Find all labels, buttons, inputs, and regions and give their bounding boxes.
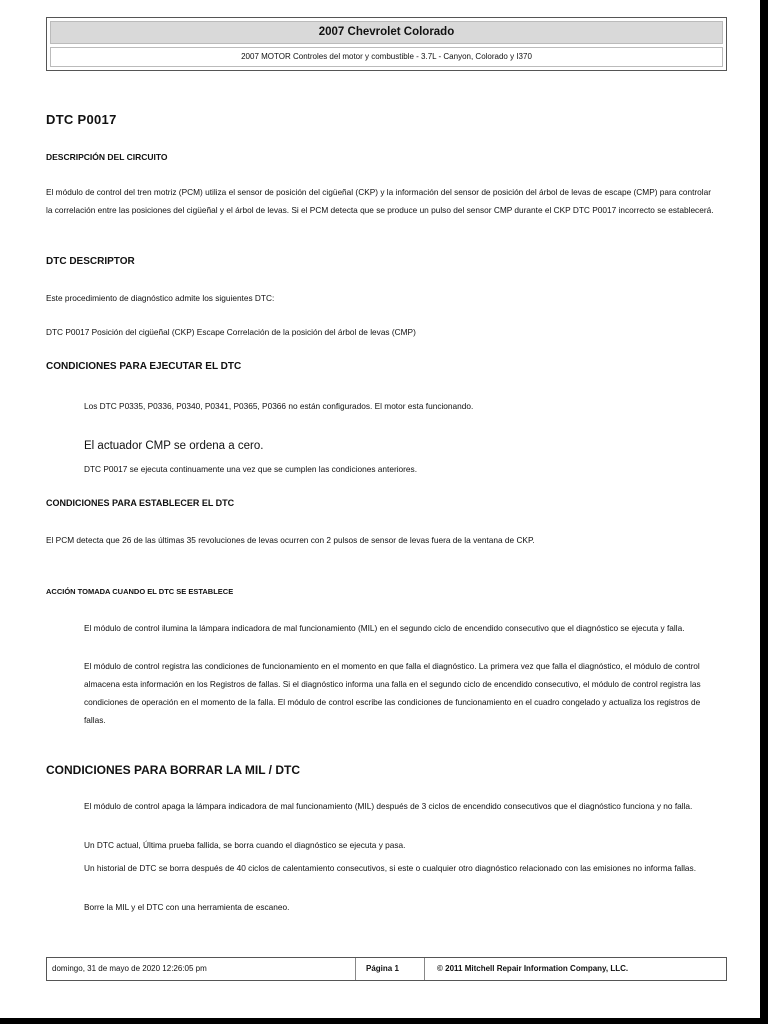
footer-page-number: Página 1 <box>356 958 425 980</box>
clear-condition-item: Borre la MIL y el DTC con una herramienta de escaneo. <box>84 902 290 912</box>
run-condition-item: El actuador CMP se ordena a cero. <box>84 440 264 452</box>
clear-conditions-heading: CONDICIONES PARA BORRAR LA MIL / DTC <box>46 763 300 777</box>
clear-condition-item: Un historial de DTC se borra después de 40 ciclos de calentamiento consecutivos, si este o cualquier otro diagnóstico relacionado con las emisiones no informa fallas. <box>84 863 696 873</box>
footer-date: domingo, 31 de mayo de 2020 12:26:05 pm <box>47 958 356 980</box>
set-conditions-heading: CONDICIONES PARA ESTABLECER EL DTC <box>46 498 235 508</box>
run-condition-item: Los DTC P0335, P0336, P0340, P0341, P0365, P0366 no están configurados. El motor esta funcionando. <box>84 401 474 411</box>
descriptor-heading: DTC DESCRIPTOR <box>46 256 135 267</box>
header-title: 2007 Chevrolet Colorado <box>50 21 723 44</box>
doc-title: DTC P0017 <box>46 112 117 127</box>
footer-copyright: © 2011 Mitchell Repair Information Company, LLC. <box>437 964 629 973</box>
clear-condition-item: Un DTC actual, Última prueba fallida, se borra cuando el diagnóstico se ejecuta y pasa. <box>84 840 406 850</box>
run-conditions-heading: CONDICIONES PARA EJECUTAR EL DTC <box>46 361 242 372</box>
circuit-text: El módulo de control del tren motriz (PCM) utiliza el sensor de posición del cigüeñal (CKP) y la información del sensor de posición del árbol de levas de escape (CMP) para controlar la correlación entre las posiciones del cigüeñal y el árbol de levas. Si el PCM detecta que se produce un pulso del sensor CMP durante el CKP DTC P0017 incorrecto se establecerá. <box>46 187 714 215</box>
action-heading: ACCIÓN TOMADA CUANDO EL DTC SE ESTABLECE <box>46 587 234 596</box>
header-subtitle: 2007 MOTOR Controles del motor y combustible - 3.7L - Canyon, Colorado y I370 <box>50 47 723 67</box>
action-item: El módulo de control ilumina la lámpara indicadora de mal funcionamiento (MIL) en el segundo ciclo de encendido consecutivo que el diagnóstico se ejecuta y falla. <box>84 623 685 633</box>
set-conditions-text: El PCM detecta que 26 de las últimas 35 revoluciones de levas ocurren con 2 pulsos de sensor de levas fuera de la ventana de CKP. <box>46 535 535 545</box>
descriptor-line: DTC P0017 Posición del cigüeñal (CKP) Escape Correlación de la posición del árbol de levas (CMP) <box>46 327 416 337</box>
document-footer <box>46 957 727 981</box>
descriptor-intro: Este procedimiento de diagnóstico admite los siguientes DTC: <box>46 293 275 303</box>
action-item: El módulo de control registra las condiciones de funcionamiento en el momento en que falla el diagnóstico. La primera vez que falla el diagnóstico, el módulo de control almacena esta información en los Registros de fallas. Si el diagnóstico informa una falla en el segundo ciclo de encendido consecutivo, el módulo de control registra las condiciones de operación en el momento de la falla. El módulo de control escribe las condiciones de funcionamiento en el cuadro congelado y actualiza los registros de fallas. <box>84 661 701 725</box>
run-condition-item: DTC P0017 se ejecuta continuamente una vez que se cumplen las condiciones anteriores. <box>84 464 417 474</box>
clear-condition-item: El módulo de control apaga la lámpara indicadora de mal funcionamiento (MIL) después de 3 ciclos de encendido consecutivos que el diagnóstico funciona y no falla. <box>84 801 693 811</box>
circuit-heading: DESCRIPCIÓN DEL CIRCUITO <box>46 152 168 162</box>
document-header <box>46 17 727 71</box>
